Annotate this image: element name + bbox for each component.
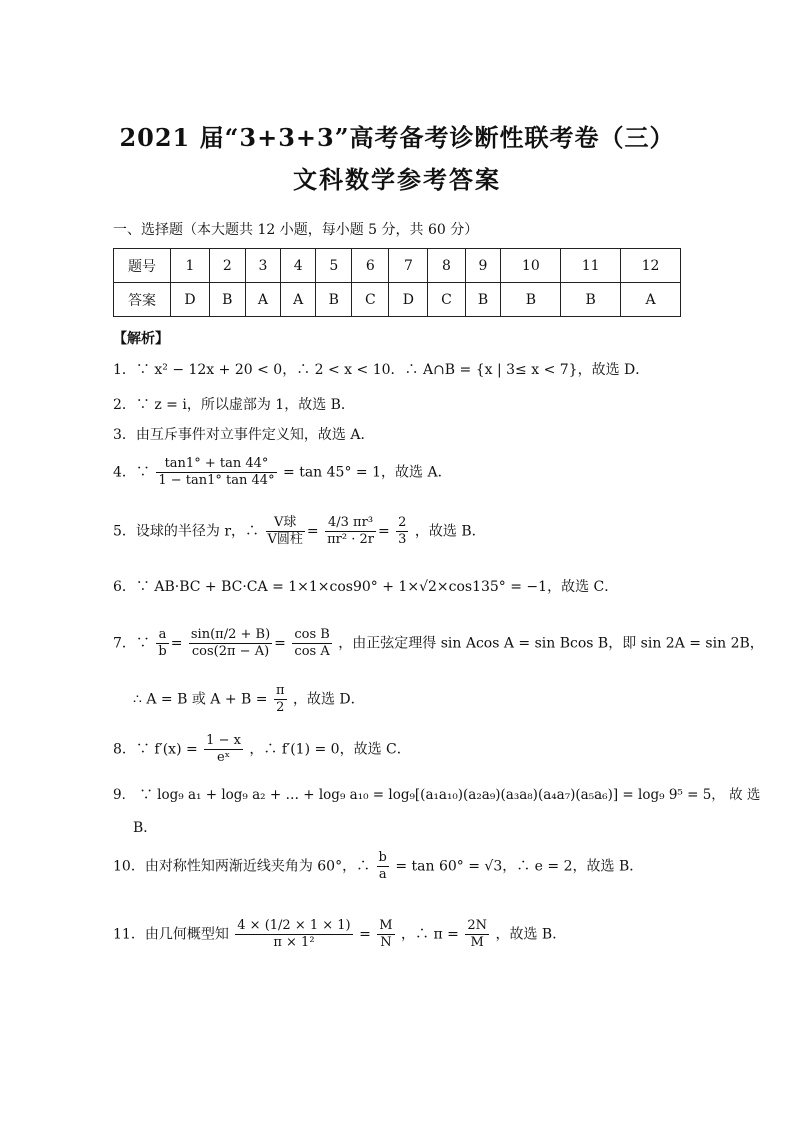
fraction (377, 918, 394, 951)
fraction (274, 683, 287, 716)
table-cell: B (209, 283, 245, 317)
table-row-numbers (114, 249, 681, 283)
solution-7-cont (133, 683, 365, 716)
solution-3: 3．由互斥事件对立事件定义知，故选 A． (113, 427, 375, 443)
solution-text: ∴ A = B 或 A + B = (133, 691, 268, 708)
section-heading: 一、选择题（本大题共 12 小题，每小题 5 分，共 60 分） (113, 222, 479, 238)
solution-5: 5．设球的半径为 r，∴ $\frac{\text{V球}}{\text{V圆柱}}$ = $\frac{\text{4/3 πr³}}{\text{πr² · 2r}}$ = $\frac{2}{3}$ ，故选 B． (113, 515, 486, 547)
fraction-denominator: 2 (276, 700, 285, 715)
solution-text: 11．由几何概型知 (113, 926, 229, 943)
table-cell: 5 (316, 249, 352, 283)
solution-1: 1．∵ x² − 12x + 20 < 0，∴ 2 < x < 10．∴ A∩B = {x | 3≤ x < 7}，故选 D． (113, 362, 650, 378)
table-cell: D (171, 283, 210, 317)
solution-11 (113, 918, 566, 951)
fraction (377, 850, 389, 883)
fraction-numerator: 2N (467, 918, 487, 933)
fraction-numerator: tan1° + tan 44° (156, 456, 276, 473)
fraction-denominator: eˣ (216, 750, 231, 765)
solution-text: 5．设球的半径为 r，∴ (113, 523, 260, 540)
solution-text: ，∴ f′(1) = 0，故选 C． (249, 741, 411, 758)
analysis-heading: 【解析】 (113, 331, 169, 347)
fraction (325, 515, 376, 548)
table-cell: A (245, 283, 280, 317)
table-cell: 6 (352, 249, 389, 283)
solution-text: ，∴ π = (401, 926, 459, 943)
fraction-denominator: cos(2π − A) (191, 644, 270, 659)
fraction-numerator: M (379, 918, 393, 933)
table-cell: 3 (245, 249, 280, 283)
solution-text: 8．∵ f′(x) = (113, 741, 198, 758)
fraction (266, 515, 305, 548)
solution-9: 9． ∵ log₉ a₁ + log₉ a₂ + … + log₉ a₁₀ = log₉[(a₁a₁₀)(a₂a₉)(a₃a₈)(a₄a₇)(a₅a₆)] = log₉ 9⁵ = 5， 故 选 (113, 787, 761, 803)
fraction (396, 515, 408, 548)
table-cell: A (621, 283, 681, 317)
fraction-denominator: V圆柱 (267, 532, 303, 547)
table-row-answers (114, 283, 681, 317)
solution-4 (113, 456, 452, 489)
document-subtitle: 文科数学参考答案 (293, 165, 501, 194)
fraction-denominator: πr² · 2r (327, 532, 374, 547)
fraction-numerator: 2 (398, 515, 407, 530)
fraction-numerator: π (275, 683, 285, 698)
fraction (235, 918, 352, 951)
table-header-cell: 题号 (114, 249, 171, 283)
fraction-denominator: 1 − tan1° tan 44° (158, 473, 275, 488)
table-cell: 7 (389, 249, 428, 283)
solution-text: ，故选 B． (414, 523, 486, 540)
solution-text: 10．由对称性知两渐近线夹角为 60°，∴ (113, 858, 371, 875)
fraction-denominator: π × 1² (273, 935, 315, 950)
solution-text: 7．∵ (113, 635, 150, 652)
table-cell: D (389, 283, 428, 317)
fraction-denominator: 3 (398, 532, 407, 547)
fraction-numerator: cos B (294, 627, 330, 642)
table-cell: B (561, 283, 621, 317)
solution-6: 6．∵ AB·BC + BC·CA = 1×1×cos90° + 1×√2×cos135° = −1，故选 C． (113, 579, 619, 595)
solution-2: 2．∵ z = i，所以虚部为 1，故选 B． (113, 397, 355, 413)
fraction (189, 627, 272, 660)
fraction-numerator: b (378, 850, 387, 865)
fraction-numerator: a (156, 627, 168, 644)
document-title: 2021 届“3+3+3”高考备考诊断性联考卷（三） (119, 123, 675, 152)
solution-text: = tan 45° = 1，故选 A． (283, 464, 452, 481)
table-cell: A (281, 283, 316, 317)
solution-text: ，故选 D． (292, 691, 365, 708)
solution-10 (113, 850, 643, 883)
solution-9-cont: B． (133, 820, 158, 836)
solution-text: ，故选 B． (495, 926, 567, 943)
table-cell: B (316, 283, 352, 317)
table-cell: B (465, 283, 501, 317)
table-cell: 11 (561, 249, 621, 283)
fraction-denominator: N (380, 935, 392, 950)
solution-text: 4．∵ (113, 464, 150, 481)
table-cell: 12 (621, 249, 681, 283)
fraction-numerator: 4 × (1/2 × 1 × 1) (237, 918, 351, 933)
solution-7: 7．∵ $\frac{a}{b}$ = $\frac{\sin(\pi/2 + B)}{\cos(2\pi - A)}$ = $\frac{\text{cos B}}{\text{cos A}}$ ，由正弦定理得 sin Acos A = sin Bcos B，即 sin 2A = sin 2B， (113, 627, 764, 659)
solution-text: = (359, 926, 371, 943)
table-cell: 4 (281, 249, 316, 283)
table-cell: 9 (465, 249, 501, 283)
fraction (156, 627, 168, 660)
table-cell: C (428, 283, 465, 317)
table-cell: 1 (171, 249, 210, 283)
fraction-numerator: sin(π/2 + B) (190, 627, 271, 642)
table-header-cell: 答案 (114, 283, 171, 317)
fraction-denominator: a (378, 867, 387, 882)
solution-8 (113, 733, 411, 766)
fraction-denominator: b (158, 644, 167, 659)
answer-table (113, 248, 681, 317)
fraction-numerator: 1 − x (206, 733, 241, 748)
table-cell: 10 (501, 249, 561, 283)
table-cell: B (501, 283, 561, 317)
solution-text: ，由正弦定理得 sin Acos A = sin Bcos B，即 sin 2A = sin 2B， (338, 635, 764, 652)
solution-text: = tan 60° = √3，∴ e = 2，故选 B． (395, 858, 644, 875)
table-cell: 2 (209, 249, 245, 283)
fraction-numerator: V球 (266, 515, 305, 532)
fraction (156, 456, 276, 489)
fraction (204, 733, 243, 766)
fraction-numerator: 4/3 πr³ (325, 515, 376, 532)
table-cell: 8 (428, 249, 465, 283)
fraction (465, 918, 489, 951)
fraction-denominator: M (470, 935, 484, 950)
table-cell: C (352, 283, 389, 317)
fraction (292, 627, 331, 660)
fraction-denominator: cos A (294, 644, 330, 659)
